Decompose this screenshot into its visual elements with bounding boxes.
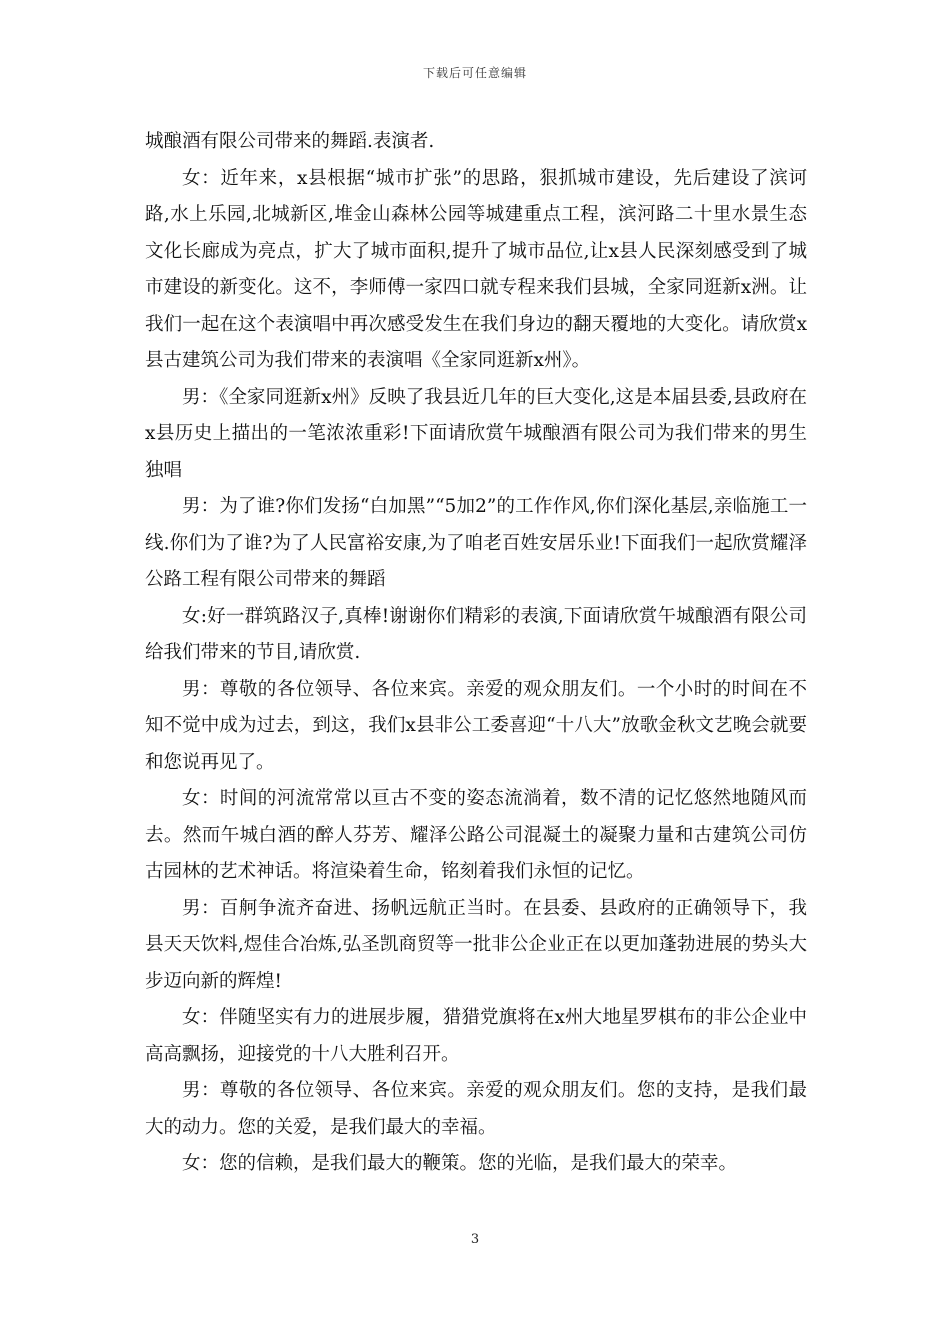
- paragraph: 女：伴随坚实有力的进展步履，猎猎党旗将在x州大地星罗棋布的非公企业中高高飘扬，迎接党的十八大胜利召开。: [145, 1007, 807, 1065]
- paragraph: 女:好一群筑路汉子,真棒!谢谢你们精彩的表演,下面请欣赏午城酿酒有限公司给我们带来的节目,请欣赏.: [145, 605, 807, 663]
- paragraph: 男：为了谁?你们发扬“白加黑”“5加2”的工作作风,你们深化基层,亲临施工一线.你们为了谁?为了人民富裕安康,为了咱老百姓安居乐业!下面我们一起欣赏耀泽公路工程有限公司带来的舞蹈: [145, 496, 807, 590]
- page-number: 3: [470, 1232, 480, 1247]
- paragraph: 城酿酒有限公司带来的舞蹈.表演者.: [145, 131, 435, 152]
- page-header: 下载后可任意编辑: [422, 66, 527, 80]
- document-body: [145, 124, 807, 1183]
- paragraph: 男：尊敬的各位领导、各位来宾。亲爱的观众朋友们。您的支持，是我们最大的动力。您的关爱，是我们最大的幸福。: [145, 1080, 807, 1138]
- paragraph: 男：尊敬的各位领导、各位来宾。亲爱的观众朋友们。一个小时的时间在不知不觉中成为过去，到这，我们x县非公工委喜迎“十八大”放歌金秋文艺晚会就要和您说再见了。: [145, 678, 807, 773]
- paragraph: 女：近年来，x县根据“城市扩张”的思路，狠抓城市建设，先后建设了滨诃路,水上乐园,北城新区,堆金山森林公园等城建重点工程，滨河路二十里水景生态文化长廊成为亮点，扩大了城市面积,提升了城市品位,让x县人民深刻感受到了城市建设的新变化。这不，李师傅一家四口就专程来我们县城，全家同逛新x洲。让我们一起在这个表演唱中再次感受发生在我们身边的翻天覆地的大变化。请欣赏x县古建筑公司为我们带来的表演唱《全家同逛新x州》。: [145, 167, 807, 371]
- paragraph: 男：百舸争流齐奋进、扬帆远航正当时。在县委、县政府的正确领导下，我县天天饮料,煜佳合冶炼,弘圣凯商贸等一批非公企业正在以更加蓬勃进展的势头大步迈向新的辉煌!: [145, 897, 807, 992]
- paragraph: 女：您的信赖，是我们最大的鞭策。您的光临，是我们最大的荣幸。: [182, 1153, 738, 1174]
- paragraph: 女：时间的河流常常以亘古不变的姿态流淌着，数不清的记忆悠然地随风而去。然而午城白酒的醉人芬芳、耀泽公路公司混凝土的凝聚力量和古建筑公司仿古园林的艺术神话。将渲染着生命，铭刻着我们永恒的记忆。: [145, 788, 807, 882]
- paragraph: 男：《全家同逛新x州》反映了我县近几年的巨大变化,这是本届县委,县政府在x县历史上描出的一笔浓浓重彩!下面请欣赏午城酿酒有限公司为我们带来的男生独唱: [145, 386, 807, 481]
